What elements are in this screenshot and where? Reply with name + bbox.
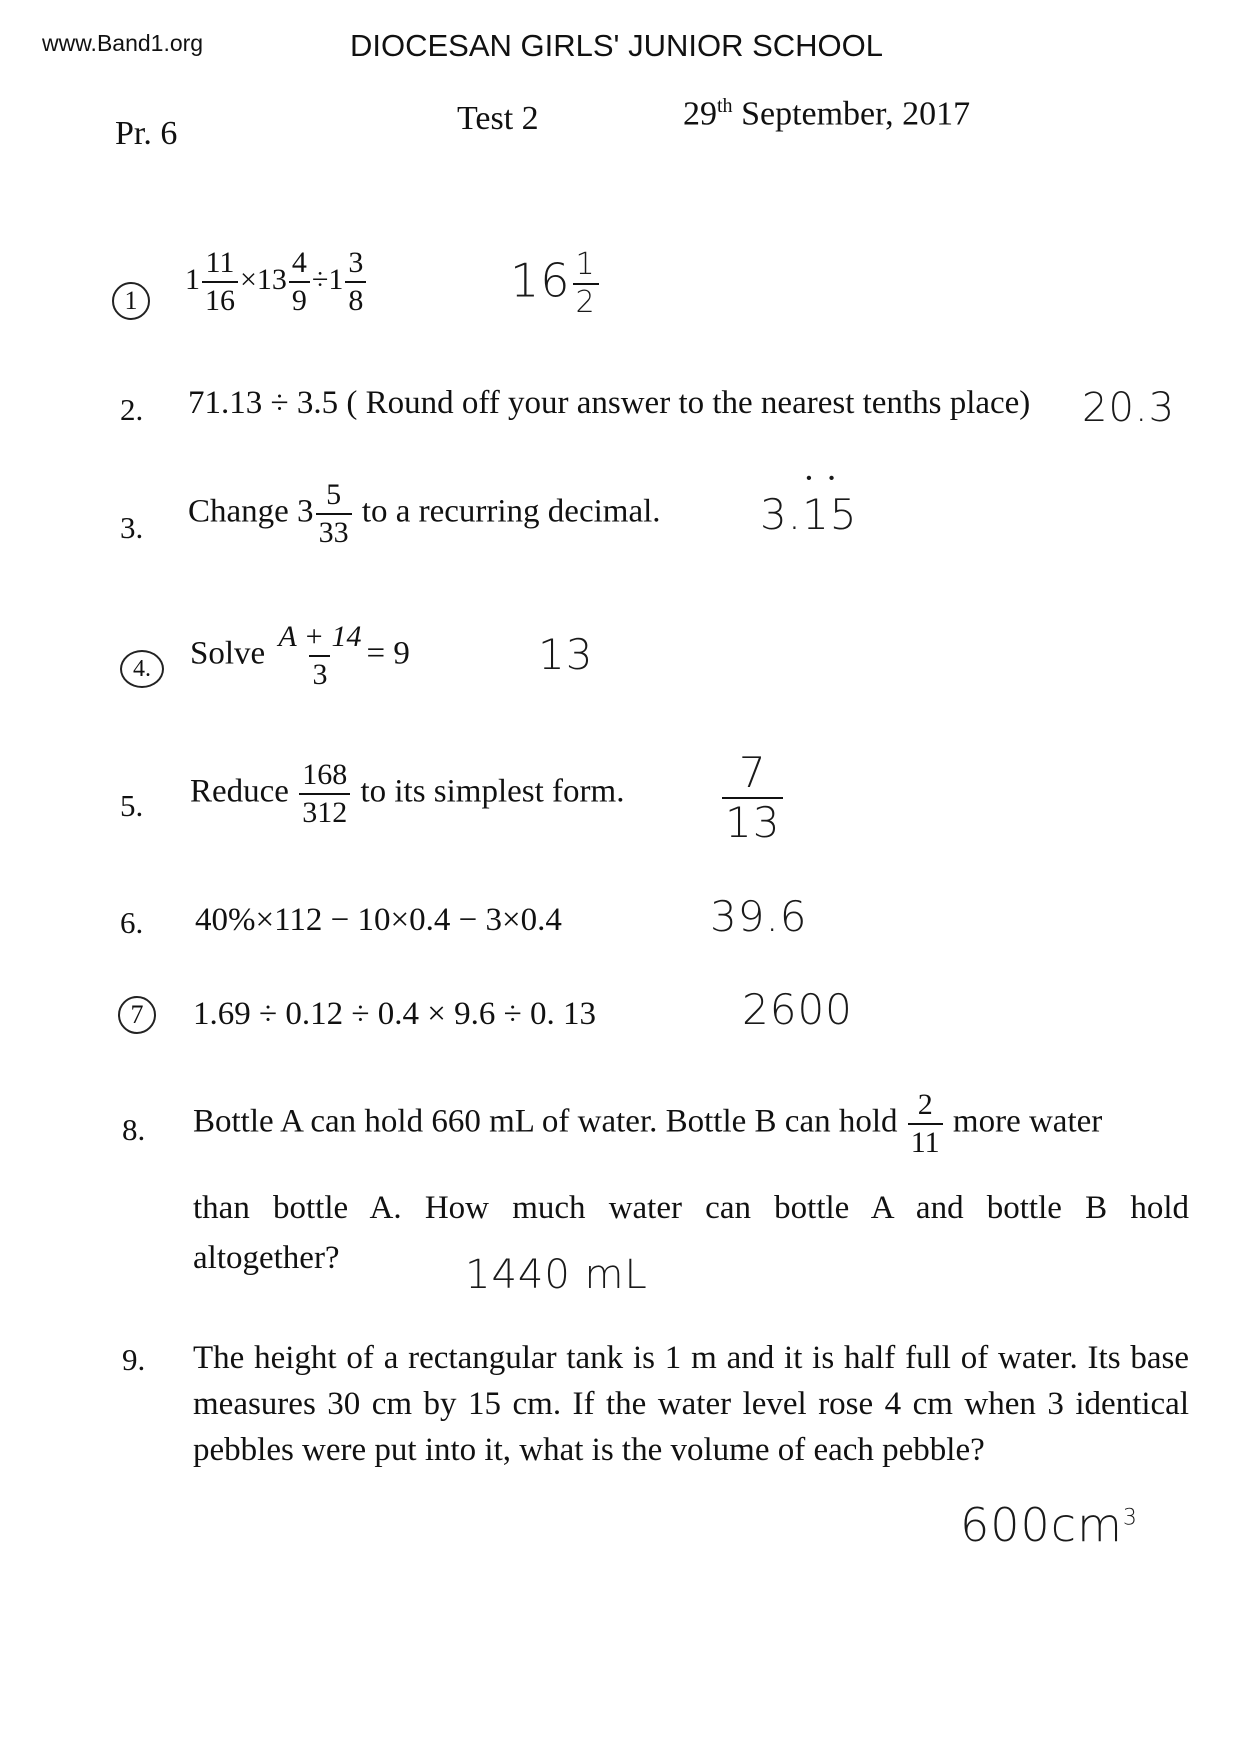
- question-8-line-2: than bottle A. How much water can bottle A and bottle B hold: [193, 1190, 1189, 1226]
- operator: ÷1: [311, 262, 344, 296]
- question-8-line-1: Bottle A can hold 660 mL of water. Bottle B can hold $\frac{2}{11}$ more water: [193, 1088, 1103, 1159]
- date-suffix: th: [717, 95, 733, 117]
- fraction: $\frac{168}{312}$: [299, 760, 350, 828]
- question-5-text: Reduce $\frac{168}{312}$ to its simplest form.: [190, 758, 625, 829]
- fraction: $\frac{4}{9}$: [289, 248, 310, 316]
- date-day: 29: [683, 95, 717, 133]
- test-label: Test 2: [457, 100, 539, 137]
- question-number-circled: 4.: [120, 650, 164, 688]
- recurring-dots: • •: [806, 468, 841, 487]
- question-2-text: 71.13 ÷ 3.5 ( Round off your answer to the nearest tenths place): [188, 385, 1031, 421]
- fraction: $\frac{A + 14}{3}$: [278, 620, 362, 691]
- question-2-number: 2.: [120, 392, 144, 427]
- school-name: DIOCESAN GIRLS' JUNIOR SCHOOL: [350, 28, 884, 63]
- answer-6: 39.6: [710, 892, 808, 941]
- question-1: [112, 282, 150, 320]
- fraction: $\frac{11}{16}$: [202, 248, 238, 316]
- question-1-expression: [185, 248, 368, 316]
- test-date: [683, 95, 970, 133]
- question-3-text: Change 3 $\frac{5}{33}$ to a recurring decimal.: [188, 478, 661, 549]
- answer-7: 2600: [742, 985, 853, 1034]
- question-5-number: 5.: [120, 788, 144, 823]
- question-9-text: The height of a rectangular tank is 1 m and it is half full of water. Its base measures 30 cm by 15 cm. If the water level rose 4 cm when 3 identical pebbles were put into it, what is the volume of each pebble?: [193, 1340, 1189, 1468]
- question-9-number: 9.: [122, 1342, 146, 1377]
- answer-3: 3. • • 15: [760, 468, 858, 539]
- date-rest: September, 2017: [732, 95, 971, 133]
- question-7-text: 1.69 ÷ 0.12 ÷ 0.4 × 9.6 ÷ 0. 13: [193, 996, 596, 1032]
- fraction: $\frac{2}{11}$: [908, 1090, 943, 1158]
- operator: ×13: [240, 262, 287, 296]
- fraction: $\frac{5}{33}$: [316, 480, 352, 548]
- question-3-number: 3.: [120, 510, 144, 545]
- question-8-line-3: altogether?: [193, 1240, 340, 1276]
- question-6-number: 6.: [120, 905, 144, 940]
- answer-4: 13: [538, 630, 594, 679]
- whole-part: 1: [185, 262, 200, 296]
- question-number-circled: 7: [118, 996, 156, 1034]
- answer-9: $600cm^3$: [960, 1498, 1138, 1552]
- question-4-text: Solve $\frac{A + 14}{3}$ = 9: [190, 620, 410, 691]
- question-7: [118, 996, 156, 1034]
- fraction: $\frac{3}{8}$: [345, 248, 366, 316]
- answer-5: $\frac{7}{13}$: [720, 752, 785, 844]
- website-url: www.Band1.org: [42, 30, 204, 56]
- question-8-number: 8.: [122, 1112, 146, 1147]
- question-4: [120, 650, 164, 688]
- answer-1: 16 $\frac{1}{2}$: [510, 250, 601, 318]
- answer-2: 20.3: [1082, 385, 1176, 431]
- class-label: Pr. 6: [115, 115, 178, 152]
- question-6-text: 40%×112 − 10×0.4 − 3×0.4: [195, 902, 562, 938]
- question-number-circled: 1: [112, 282, 150, 320]
- answer-8: 1440 mL: [465, 1252, 648, 1298]
